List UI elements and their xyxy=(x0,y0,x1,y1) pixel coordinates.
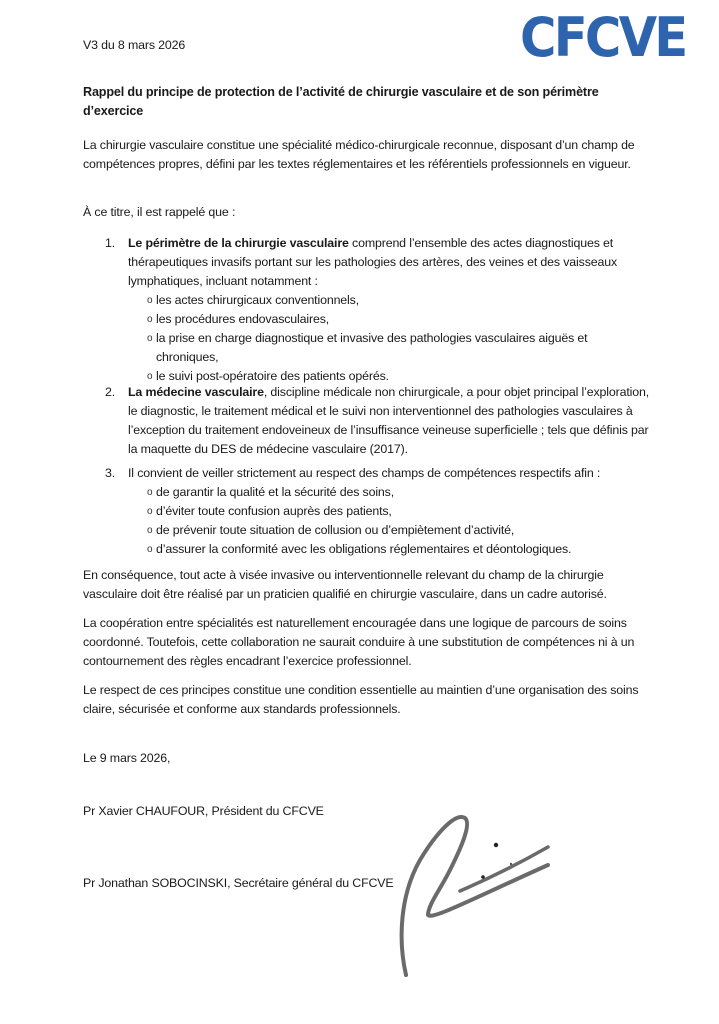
sub-list-item: o d’éviter toute confusion auprès des patients, xyxy=(83,502,653,521)
numbered-item-1 xyxy=(83,234,653,386)
intro-paragraph: La chirurgie vasculaire constitue une spécialité médico-chirurgicale reconnue, disposant d’un champ de compétences propres, défini par les textes réglementaires et les référentiels professionnels en vigueur. xyxy=(83,138,635,171)
version-label: V3 du 8 mars 2026 xyxy=(83,38,186,52)
handwritten-signature xyxy=(380,800,580,990)
item-number: 1. xyxy=(105,236,116,250)
sub-list-item: o les procédures endovasculaires, xyxy=(83,310,653,329)
sub-list-item: o de garantir la qualité et la sécurité des soins, xyxy=(83,483,653,502)
item-bold-lead: La médecine vasculaire xyxy=(128,385,264,399)
sub-list xyxy=(83,483,653,559)
item-bold-lead: Le périmètre de la chirurgie vasculaire xyxy=(128,236,349,250)
numbered-item-3 xyxy=(83,464,653,559)
date-line: Le 9 mars 2026, xyxy=(83,751,171,765)
circle-bullet-icon: o xyxy=(147,506,153,517)
principles-paragraph: Le respect de ces principes constitue une condition essentielle au maintien d’une organisation des soins claire, sécurisée et conforme aux standards professionnels. xyxy=(83,683,639,716)
sub-list-item: o de prévenir toute situation de collusion ou d’empiètement d’activité, xyxy=(83,521,653,540)
circle-bullet-icon: o xyxy=(147,544,153,555)
cooperation-paragraph: La coopération entre spécialités est naturellement encouragée dans une logique de parcours de soins coordonné. Toutefois, cette collaboration ne saurait conduire à une substitution de compétences ni à un contournement des règles encadrant l’exercice professionnel. xyxy=(83,616,635,668)
circle-bullet-icon: o xyxy=(147,371,153,382)
signatory-president: Pr Xavier CHAUFOUR, Président du CFCVE xyxy=(83,804,324,818)
item-text: Il convient de veiller strictement au respect des champs de compétences respectifs afin : xyxy=(128,466,601,480)
cfcve-logo: CFCVE xyxy=(520,6,686,69)
circle-bullet-icon: o xyxy=(147,525,153,536)
sub-list-item: o la prise en charge diagnostique et invasive des pathologies vasculaires aiguës et chroniques, xyxy=(147,331,588,364)
numbered-item-2 xyxy=(83,383,653,459)
signature-dot xyxy=(510,863,512,865)
circle-bullet-icon: o xyxy=(147,333,153,344)
document-title: Rappel du principe de protection de l’activité de chirurgie vasculaire et de son périmètre d’exercice xyxy=(83,85,599,118)
signature-dot xyxy=(481,875,485,879)
signatory-secretary: Pr Jonathan SOBOCINSKI, Secrétaire général du CFCVE xyxy=(83,876,394,890)
signature-dot xyxy=(494,843,498,847)
item-text: , discipline médicale non chirurgicale, a pour objet principal l’exploration, le diagnostic, le traitement médical et le suivi non interventionnel des pathologies vasculaires à l’exception du traitement endoveineux de l’insuffisance veineuse superficielle ; tels que définis par la maquette du DES de médecine vasculaire (2017). xyxy=(128,385,650,456)
circle-bullet-icon: o xyxy=(147,487,153,498)
sub-list-item: o d’assurer la conformité avec les obligations réglementaires et déontologiques. xyxy=(83,540,653,559)
item-text: comprend l’ensemble des actes diagnostiques et thérapeutiques invasifs portant sur les pathologies des artères, des veines et des vaisseaux lymphatiques, incluant notamment : xyxy=(128,236,618,288)
sub-list-item: o le suivi post-opératoire des patients opérés. xyxy=(83,367,653,386)
circle-bullet-icon: o xyxy=(147,314,153,325)
signature-main-stroke xyxy=(402,817,548,975)
sub-list-item: o les actes chirurgicaux conventionnels, xyxy=(83,291,653,310)
circle-bullet-icon: o xyxy=(147,295,153,306)
lead-in-text: À ce titre, il est rappelé que : xyxy=(83,205,236,219)
item-number: 2. xyxy=(105,385,116,399)
item-number: 3. xyxy=(105,466,116,480)
sub-list xyxy=(83,291,653,386)
consequence-paragraph: En conséquence, tout acte à visée invasive ou interventionnelle relevant du champ de la chirurgie vasculaire doit être réalisé par un praticien qualifié en chirurgie vasculaire, dans un cadre autorisé. xyxy=(83,568,607,601)
